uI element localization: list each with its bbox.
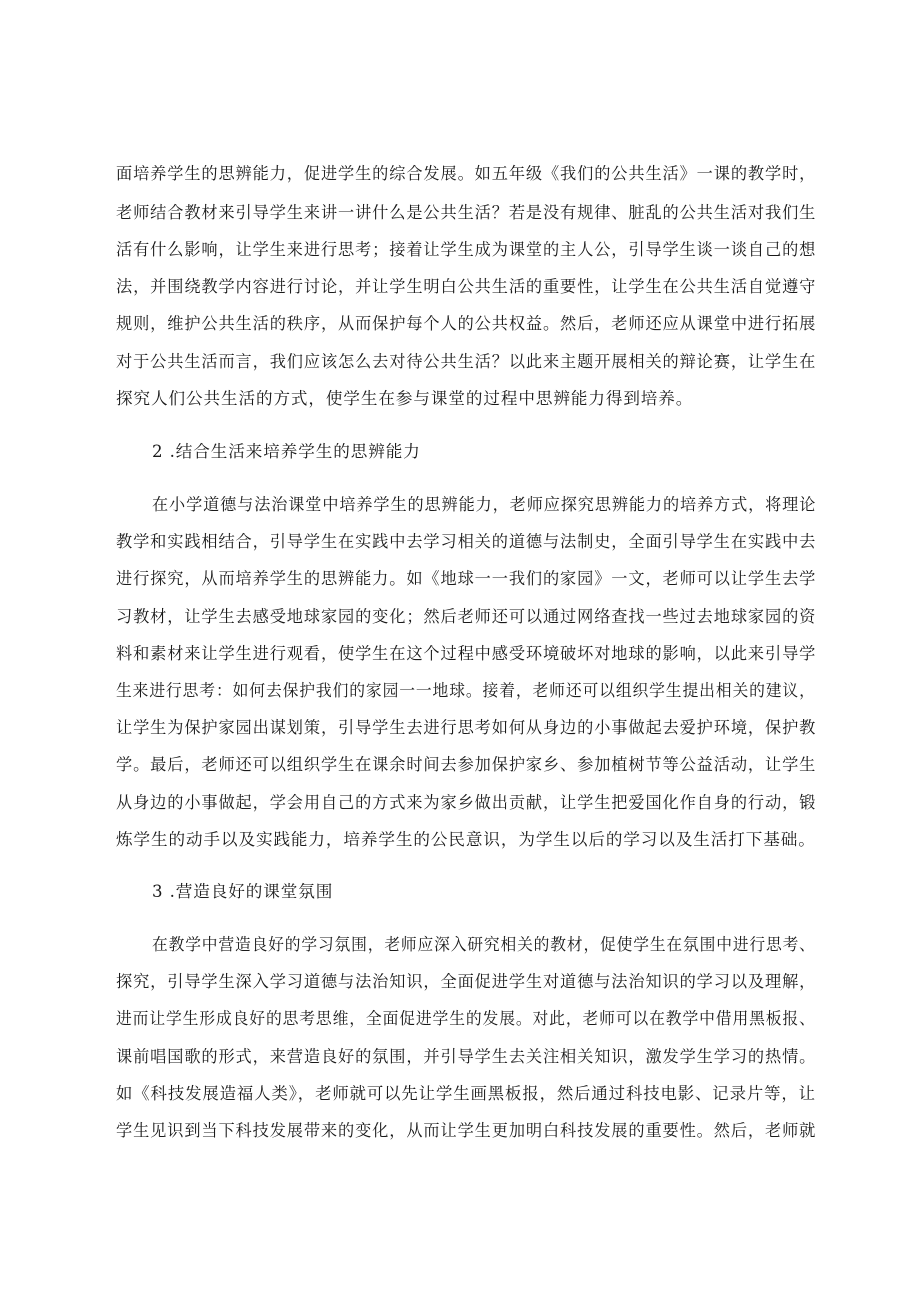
paragraph-line: 教学和实践相结合，引导学生在实践中去学习相关的道德与法制史，全面引导学生在实践中去 [116,532,817,551]
section-3-heading: 3 .营造良好的课堂氛围 [152,882,334,901]
paragraph-line: 从身边的小事做起，学会用自己的方式来为家乡做出贡献，让学生把爱国化作自身的行动，锻 [116,793,817,812]
paragraph-line: 习教材，让学生去感受地球家园的变化；然后老师还可以通过网络查找一些过去地球家园的资 [116,607,817,626]
paragraph-line: 学生见识到当下科技发展带来的变化，从而让学生更加明白科技发展的重要性。然后，老师就 [116,1121,817,1140]
paragraph-line: 对于公共生活而言，我们应该怎么去对待公共生活？以此来主题开展相关的辩论赛，让学生在 [116,352,817,371]
paragraph-line: 规则，维护公共生活的秩序，从而保护每个人的公共权益。然后，老师还应从课堂中进行拓展 [116,314,817,333]
paragraph-line: 课前唱国歌的形式，来营造良好的氛围，并引导学生去关注相关知识，激发学生学习的热情。 [116,1047,817,1066]
paragraph-line: 探究，引导学生深入学习道德与法治知识，全面促进学生对道德与法治知识的学习以及理解， [116,972,817,991]
paragraph-line: 如《科技发展造福人类》，老师就可以先让学生画黑板报，然后通过科技电影、记录片等，让 [116,1084,816,1103]
paragraph-line: 料和素材来让学生进行观看，使学生在这个过程中感受环境破坏对地球的影响，以此来引导学 [116,644,817,663]
paragraph-line: 探究人们公共生活的方式，使学生在参与课堂的过程中思辨能力得到培养。 [116,389,694,408]
section-2-heading: 2 .结合生活来培养学生的思辨能力 [152,442,421,461]
paragraph-line: 老师结合教材来引导学生来讲一讲什么是公共生活？若是没有规律、脏乱的公共生活对我们生 [116,203,817,222]
paragraph-line: 生来进行思考：如何去保护我们的家园一一地球。接着，老师还可以组织学生提出相关的建议， [116,681,816,700]
paragraph-line: 进行探究，从而培养学生的思辨能力。如《地球一一我们的家园》一文，老师可以让学生去学 [116,569,817,588]
paragraph-line: 进而让学生形成良好的思考思维，全面促进学生的发展。对此，老师可以在教学中借用黑板报、 [116,1009,816,1028]
paragraph-line: 让学生为保护家园出谋划策，引导学生去进行思考如何从身边的小事做起去爱护环境，保护教 [116,718,817,737]
paragraph-line: 活有什么影响，让学生来进行思考；接着让学生成为课堂的主人公，引导学生谈一谈自己的想 [116,240,817,259]
paragraph-line: 法，并围绕教学内容进行讨论，并让学生明白公共生活的重要性，让学生在公共生活自觉遵守 [116,277,817,296]
paragraph-line: 炼学生的动手以及实践能力，培养学生的公民意识，为学生以后的学习以及生活打下基础。 [116,830,816,849]
paragraph-line: 学。最后，老师还可以组织学生在课余时间去参加保护家乡、参加植树节等公益活动，让学生 [116,755,817,774]
paragraph-line: 在教学中营造良好的学习氛围，老师应深入研究相关的教材，促使学生在氛围中进行思考、 [152,935,816,954]
paragraph-line: 面培养学生的思辨能力，促进学生的综合发展。如五年级《我们的公共生活》一课的教学时， [116,164,817,183]
paragraph-line: 在小学道德与法治课堂中培养学生的思辨能力，老师应探究思辨能力的培养方式，将理论 [152,495,817,514]
